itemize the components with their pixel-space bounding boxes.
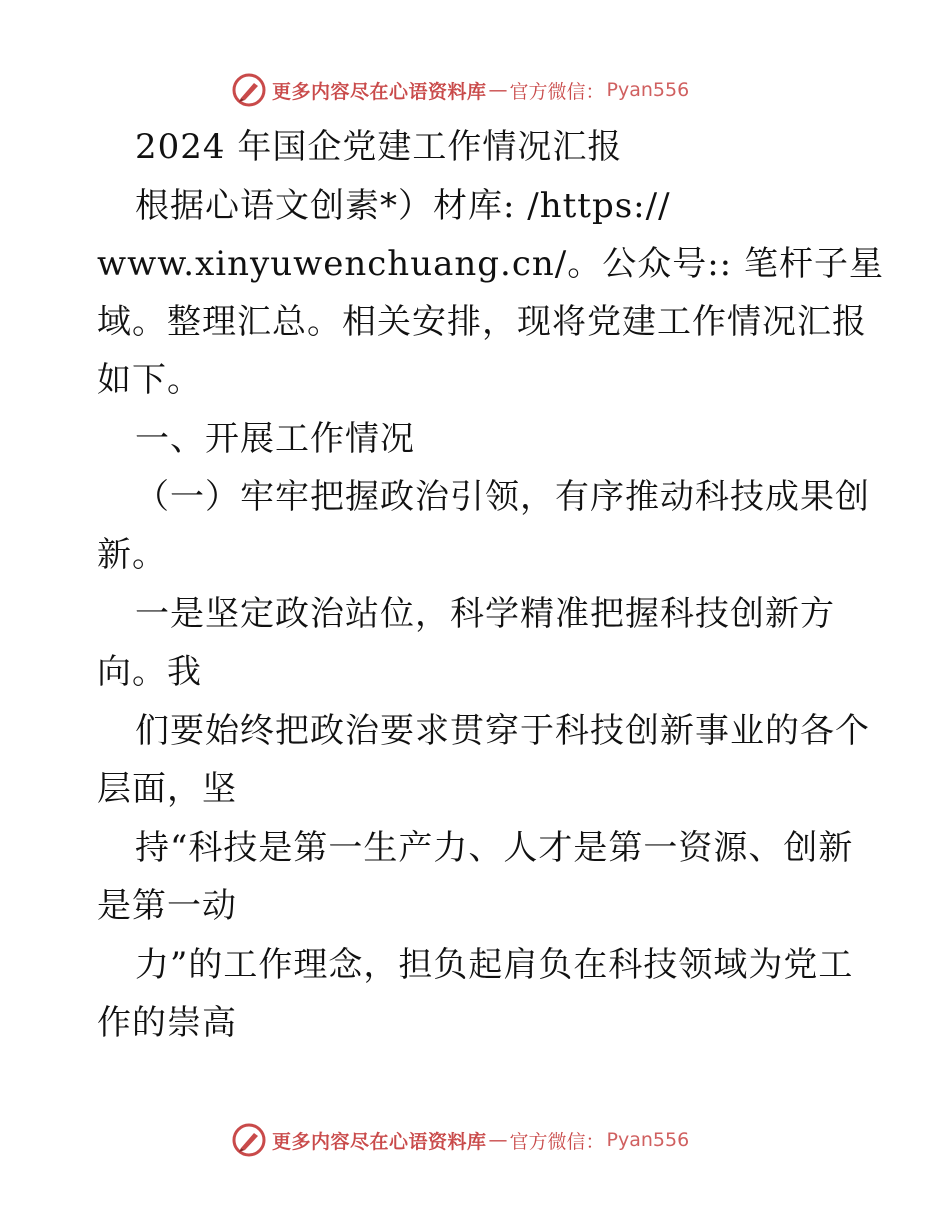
footer-banner bbox=[232, 1120, 752, 1160]
paragraph-line: www.xinyuwenchuang.cn/。公众号:: 笔杆子星 bbox=[97, 244, 884, 284]
paragraph-line: 们要始终把政治要求贯穿于科技创新事业的各个 bbox=[135, 711, 870, 751]
paragraph-line: 向。我 bbox=[97, 652, 202, 692]
wechat-label: 官方微信： bbox=[509, 1130, 605, 1153]
paragraph-line: 作的崇高 bbox=[97, 1003, 237, 1043]
paragraph-line: 根据心语文创素*）材库: /https:// bbox=[135, 186, 671, 226]
wechat-handle: Pyan556 bbox=[606, 1129, 690, 1151]
paragraph-line: 是第一动 bbox=[97, 886, 237, 926]
paragraph-line: 一是坚定政治站位，科学精准把握科技创新方 bbox=[135, 594, 835, 634]
paragraph-line: 新。 bbox=[97, 535, 167, 575]
paragraph-line: 力”的工作理念，担负起肩负在科技领域为党工 bbox=[135, 945, 854, 985]
wechat-label: 官方微信： bbox=[509, 80, 605, 103]
pen-logo-icon bbox=[232, 73, 266, 107]
wechat-handle: Pyan556 bbox=[606, 79, 690, 101]
banner-separator: — bbox=[488, 79, 508, 101]
banner-separator: — bbox=[488, 1129, 508, 1151]
pen-logo-icon bbox=[232, 1123, 266, 1157]
paragraph-line: 如下。 bbox=[97, 360, 202, 400]
header-banner bbox=[232, 70, 752, 110]
section-heading: 一、开展工作情况 bbox=[135, 419, 415, 459]
document-title: 2024 年国企党建工作情况汇报 bbox=[135, 127, 623, 167]
banner-text: 更多内容尽在心语资料库 bbox=[272, 80, 487, 103]
paragraph-line: 层面，坚 bbox=[97, 769, 237, 809]
banner-text: 更多内容尽在心语资料库 bbox=[272, 1130, 487, 1153]
paragraph-line: 域。整理汇总。相关安排，现将党建工作情况汇报 bbox=[97, 302, 867, 342]
paragraph-line: 持“科技是第一生产力、人才是第一资源、创新 bbox=[135, 828, 854, 868]
subsection-heading: （一）牢牢把握政治引领，有序推动科技成果创 bbox=[135, 477, 870, 517]
